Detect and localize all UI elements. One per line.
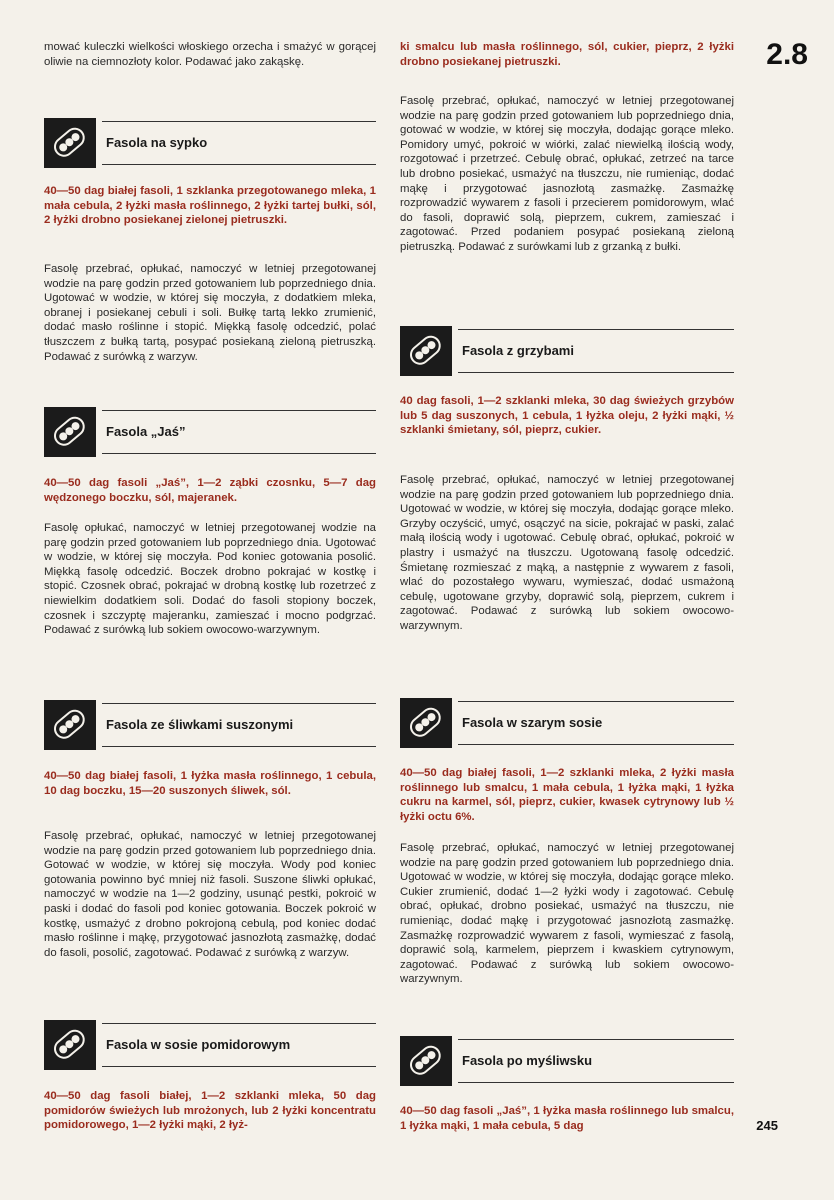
recipe-header-fasola-na-sypko	[44, 118, 376, 174]
recipe-title: Fasola w sosie pomidorowym	[106, 1037, 291, 1052]
recipe-header-fasola-w-sosie-pomidorowym	[44, 1020, 376, 1076]
recipe-ingredients: 40—50 dag białej fasoli, 1 szklanka przegotowanego mleka, 1 mała cebula, 2 łyżki masła roślinnego, 2 łyżki tartej bułki, sól, 2 łyżki drobno posiekanej zielonej pietruszki.	[44, 185, 376, 227]
recipe-ingredients: 40—50 dag fasoli „Jaś”, 1—2 ząbki czosnku, 5—7 dag wędzonego boczku, sól, majeranek.	[44, 477, 376, 504]
page-number: 245	[756, 1118, 778, 1133]
header-rule-top	[102, 1023, 376, 1024]
recipe-header-fasola-po-mysliwsku	[400, 1036, 734, 1092]
recipe-method: Fasolę przebrać, opłukać, namoczyć w letniej przegotowanej wodzie na parę godzin przed gotowaniem lub poprzedniego dnia. Ugotować w wodzie, w której się moczyła, dodając gorące mleko. Grzyby oczyścić, umyć, osączyć na sicie, pokrajać w paski, zalać małą ilością wody i ugotować. Cebulę obrać, opłukać, pokroić w plastry i usmażyć na tłuszczu. Ugotowaną fasolę odcedzić. Śmietanę rozmieszać z mąką, a następnie z wywarem z fasoli, wlać do pozostałego wywaru, wymieszać, dodać usmażoną cebulę, ugotowane grzyby, doprawić solą, pieprzem, cukrem i zagotować. Podawać z surówką lub sokiem owocowo-warzywnym.	[400, 474, 734, 632]
recipe-ingredients: 40—50 dag fasoli „Jaś”, 1 łyżka masła roślinnego lub smalcu, 1 łyżka mąki, 1 mała cebula, 5 dag	[400, 1105, 734, 1132]
recipe-method: Fasolę przebrać, opłukać, namoczyć w letniej przegotowanej wodzie na parę godzin przed gotowaniem lub poprzedniego dnia. Ugotować w wodzie, w której się moczyła, dodając gorące mleko. Cukier zrumienić, dodać 1—2 łyżki wody i zagotować. Cebulę obrać, opłukać, drobno posiekać, usmażyć na tłuszczu, nie rumieniąc, dodać mąkę i przygotować jasnozłotą zasmażkę. Zasmażkę rozprowadzić wywarem z fasoli, wymieszać z fasolą, doprawić solą, karmelem, pieprzem i kwaskiem cytrynowym, zagotować. Podawać z surówką lub sokiem owocowo-warzywnym.	[400, 842, 734, 986]
recipe-title: Fasola w szarym sosie	[462, 715, 603, 730]
bean-pod-icon	[44, 118, 96, 168]
header-rule-top	[458, 701, 734, 702]
bean-pod-icon	[44, 700, 96, 750]
section-number: 2.8	[766, 38, 808, 71]
bean-pod-icon	[44, 407, 96, 457]
recipe-title: Fasola na sypko	[106, 135, 208, 150]
recipe-ingredients: 40—50 dag białej fasoli, 1—2 szklanki mleka, 2 łyżki masła roślinnego lub smalcu, 1 mała cebula, 1 łyżka mąki, 1 łyżka cukru na karmel, sól, pieprz, cukier, kwasek cytrynowy lub ½ łyżki octu 6%.	[400, 767, 734, 823]
recipe-title: Fasola z grzybami	[462, 343, 574, 358]
bean-pod-icon	[400, 326, 452, 376]
recipe-ingredients: 40—50 dag fasoli białej, 1—2 szklanki mleka, 50 dag pomidorów świeżych lub mrożonych, lub 2 łyżki koncentratu pomidorowego, 1—2 łyżki mąki, 2 łyż-	[44, 1090, 376, 1132]
bean-pod-icon	[400, 1036, 452, 1086]
recipe-header-fasola-jas	[44, 407, 376, 463]
header-rule-bottom	[102, 746, 376, 747]
recipe-method: Fasolę przebrać, opłukać, namoczyć w letniej przegotowanej wodzie na parę godzin przed gotowaniem lub poprzedniego dnia, gotować w wodzie, w której się moczyła, dodając gorące mleko. Pomidory umyć, pokroić w wiórki, zalać niewielką ilością wody, rozgotować i przetrzeć. Cebulę obrać, opłukać, zetrzeć na tarce lub drobno posiekać, usmażyć na tłuszczu, nie rumieniąc, dodać mąkę i przygotować jasnozłotą zasmażkę. Zasmażkę rozprowadzić wywarem z fasoli i przecierem pomidorowym, wlać do fasoli, doprawić solą, pieprzem, cukrem, zamieszać i zagotować. Przed podaniem posypać posiekaną zieloną pietruszką. Podawać z surówkami lub z grzanką z bułki.	[400, 95, 734, 253]
recipe-header-fasola-w-szarym-sosie	[400, 698, 734, 754]
recipe-title: Fasola „Jaś”	[106, 424, 186, 439]
recipe-ingredients: 40 dag fasoli, 1—2 szklanki mleka, 30 dag świeżych grzybów lub 5 dag suszonych, 1 cebula, 1 łyżka oleju, 2 łyżki mąki, ½ szklanki śmietany, sól, pieprz, cukier.	[400, 395, 734, 437]
header-rule-top	[458, 329, 734, 330]
header-rule-top	[102, 121, 376, 122]
bean-pod-icon	[400, 698, 452, 748]
header-rule-top	[458, 1039, 734, 1040]
recipe-header-fasola-ze-sliwkami	[44, 700, 376, 756]
header-rule-bottom	[458, 372, 734, 373]
recipe-ingredients: 40—50 dag białej fasoli, 1 łyżka masła roślinnego, 1 cebula, 10 dag boczku, 15—20 suszonych śliwek, sól.	[44, 770, 376, 797]
header-rule-bottom	[102, 164, 376, 165]
recipe-method: Fasolę przebrać, opłukać, namoczyć w letniej przegotowanej wodzie na parę godzin przed gotowaniem lub poprzedniego dnia. Gotować w wodzie, w której się moczyła. Wody pod koniec gotowania powinno być mniej niż fasoli. Suszone śliwki opłukać, namoczyć w wodzie na 1—2 godziny, usunąć pestki, pokroić w paski i dodać do fasoli pod koniec gotowania. Boczek pokroić w kostkę, usmażyć z drobno pokrojoną cebulą, pod koniec dodać masło roślinne i mąkę, przygotować jasnozłotą zasmażkę, dodać do fasoli, posolić, zagotować. Podawać z surówką z warzyw.	[44, 830, 376, 959]
header-rule-bottom	[102, 1066, 376, 1067]
header-rule-bottom	[458, 744, 734, 745]
header-rule-top	[102, 410, 376, 411]
recipe-method: Fasolę przebrać, opłukać, namoczyć w letniej przegotowanej wodzie na parę godzin przed gotowaniem lub poprzedniego dnia. Ugotować w wodzie, w której się moczyła, z dodatkiem mleka, obranej i posiekanej cebuli i soli. Bułkę tartą lekko zrumienić, dodać masło roślinne i stopić. Miękką fasolę odcedzić, polać tłuszczem z bułką tartą, posypać posiekaną zieloną pietruszką. Podawać z surówką z warzyw.	[44, 263, 376, 363]
header-rule-bottom	[102, 453, 376, 454]
bean-pod-icon	[44, 1020, 96, 1070]
recipe-ingredients-continued: ki smalcu lub masła roślinnego, sól, cukier, pieprz, 2 łyżki drobno posiekanej pietruszki.	[400, 41, 734, 68]
header-rule-top	[102, 703, 376, 704]
recipe-title: Fasola po myśliwsku	[462, 1053, 593, 1068]
recipe-title: Fasola ze śliwkami suszonymi	[106, 717, 294, 732]
left-intro-text: mować kuleczki wielkości włoskiego orzecha i smażyć w gorącej oliwie na ciemnozłoty kolor. Podawać jako zakąskę.	[44, 41, 376, 68]
header-rule-bottom	[458, 1082, 734, 1083]
recipe-header-fasola-z-grzybami	[400, 326, 734, 382]
recipe-method: Fasolę opłukać, namoczyć w letniej przegotowanej wodzie na parę godzin przed gotowaniem lub poprzedniego dnia. Ugotować w wodzie, w której się moczyła. Pod koniec gotowania posolić. Miękką fasolę odcedzić. Boczek drobno pokrajać w kostkę i stopić. Czosnek obrać, pokrajać w drobną kostkę lub rozetrzeć z niewielkim dodatkiem soli. Dodać do fasoli stopiony boczek, czosnek i szczyptę majeranku, zamieszać i mocno podgrzać. Podawać z surówką lub sokiem owocowo-warzywnym.	[44, 522, 376, 637]
